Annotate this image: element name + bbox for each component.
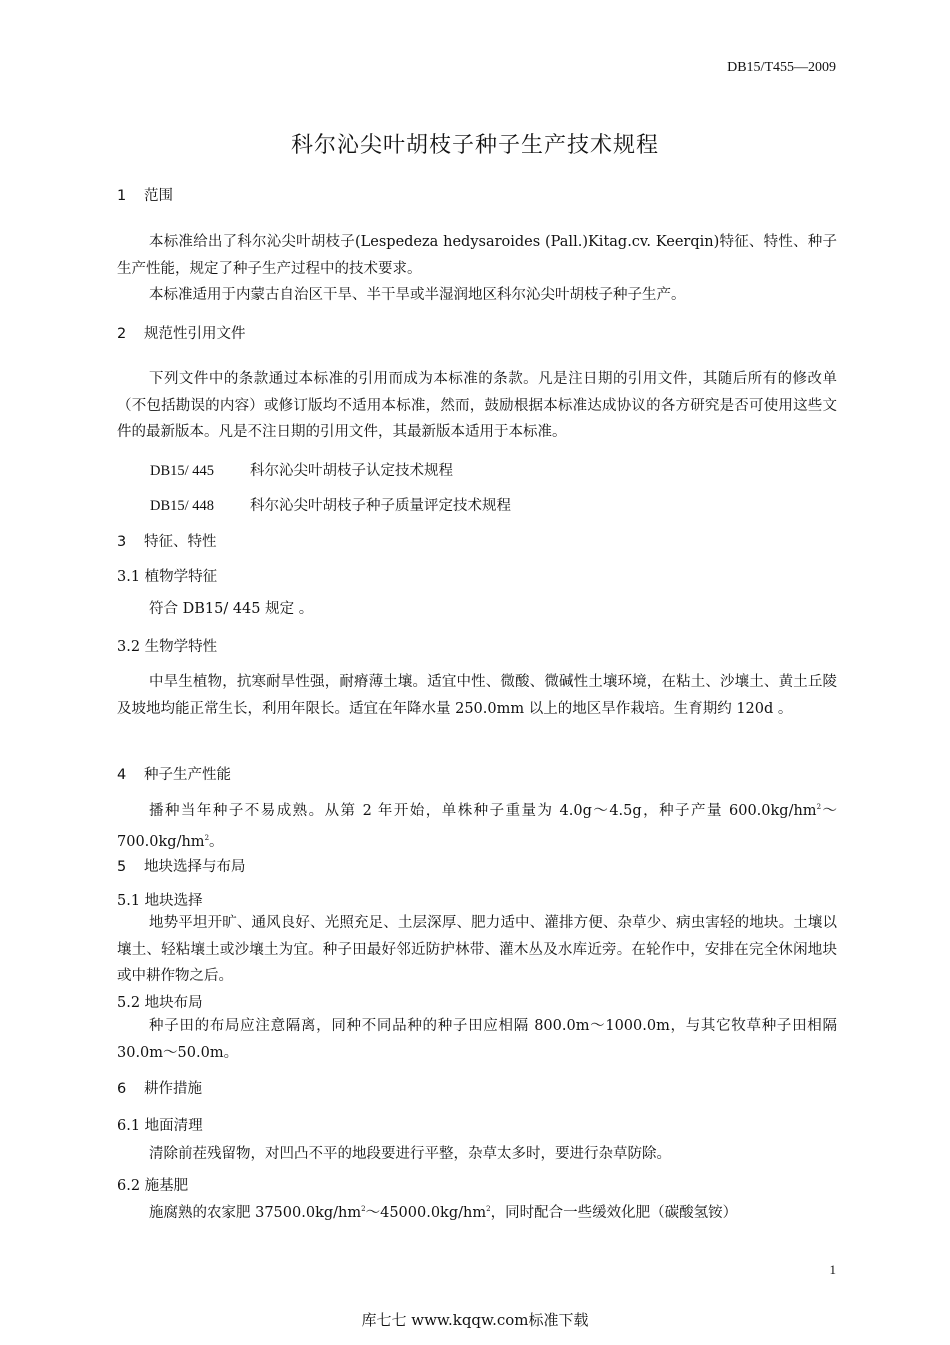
section-number: 6 bbox=[117, 1081, 127, 1097]
reference-name: 科尔沁尖叶胡枝子认定技术规程 bbox=[250, 463, 453, 479]
section-2-paragraph: 下列文件中的条款通过本标准的引用而成为本标准的条款。凡是注日期的引用文件，其随后所有的修改单（不包括勘误的内容）或修订版均不适用本标准，然而，鼓励根据本标准达成协议的各方研究是否可使用这些文件的最新版本。凡是不注日期的引用文件，其最新版本适用于本标准。 bbox=[117, 371, 837, 440]
section-number: 3 bbox=[117, 534, 127, 550]
subsection-5-2-paragraph: 种子田的布局应注意隔离，同种不同品种的种子田应相隔 800.0m～1000.0m，与其它牧草种子田相隔 30.0m～50.0m。 bbox=[117, 1018, 837, 1061]
reference-name: 科尔沁尖叶胡枝子种子质量评定技术规程 bbox=[250, 498, 511, 514]
text-segment: ，同时配合一些缓效化肥（碳酸氢铵） bbox=[490, 1205, 738, 1221]
subsection-5-1-paragraph: 地势平坦开旷、通风良好、光照充足、土层深厚、肥力适中、灌排方便、杂草少、病虫害轻的地块。土壤以壤土、轻粘壤土或沙壤土为宜。种子田最好邻近防护林带、灌木丛及水库近旁。在轮作中，安排在完全休闲地块或中耕作物之后。 bbox=[117, 915, 837, 984]
subsection-6-1-heading: 6.1 地面清理 bbox=[117, 1118, 203, 1134]
section-title: 范围 bbox=[144, 188, 173, 204]
subsection-6-2-paragraph bbox=[117, 1196, 837, 1227]
section-1-heading bbox=[117, 184, 173, 205]
subsection-5-1-heading: 5.1 地块选择 bbox=[117, 893, 203, 909]
reference-code: DB15/ 448 bbox=[150, 498, 215, 514]
reference-code: DB15/ 445 bbox=[150, 463, 215, 479]
subsection-5-2-heading: 5.2 地块布局 bbox=[117, 995, 203, 1011]
section-title: 地块选择与布局 bbox=[144, 859, 246, 875]
section-number: 2 bbox=[117, 326, 127, 342]
section-number: 4 bbox=[117, 767, 127, 783]
text-segment: 播种当年种子不易成熟。从第 2 年开始，单株种子重量为 4.0g～4.5g，种子产量 600.0kg/hm bbox=[149, 803, 817, 819]
section-1-paragraph-2: 本标准适用于内蒙古自治区干旱、半干旱或半湿润地区科尔沁尖叶胡枝子种子生产。 bbox=[149, 287, 686, 303]
text-segment: ～45000.0kg/hm bbox=[365, 1205, 487, 1221]
section-number: 5 bbox=[117, 859, 127, 875]
footer-watermark: 库七七 www.kqqw.com标准下载 bbox=[361, 1311, 589, 1329]
subsection-6-1-paragraph: 清除前茬残留物，对凹凸不平的地段要进行平整，杂草太多时，要进行杂草防除。 bbox=[149, 1146, 671, 1162]
section-title: 耕作措施 bbox=[144, 1081, 202, 1097]
section-4-heading bbox=[117, 763, 231, 784]
document-title: 科尔沁尖叶胡枝子种子生产技术规程 bbox=[290, 133, 659, 158]
section-title: 特征、特性 bbox=[144, 534, 217, 550]
superscript: 2 bbox=[361, 1205, 366, 1213]
superscript: 2 bbox=[816, 803, 822, 811]
subsection-6-2-heading: 6.2 施基肥 bbox=[117, 1178, 189, 1194]
section-1-paragraph-1: 本标准给出了科尔沁尖叶胡枝子(Lespedeza hedysaroides (Pall.)Kitag.cv. Keerqin)特征、特性、种子生产性能，规定了种子生产过程中的技术要求。 bbox=[117, 234, 837, 277]
section-5-heading bbox=[117, 855, 246, 876]
reference-item bbox=[150, 459, 453, 480]
section-title: 规范性引用文件 bbox=[144, 326, 246, 342]
section-2-heading bbox=[117, 322, 246, 343]
text-segment: ～700.0kg/hm bbox=[117, 803, 837, 850]
subsection-3-2-heading: 3.2 生物学特性 bbox=[117, 639, 218, 655]
section-title: 种子生产性能 bbox=[144, 767, 231, 783]
text-segment: 。 bbox=[209, 833, 224, 850]
section-3-heading bbox=[117, 530, 217, 551]
subsection-3-1-heading: 3.1 植物学特征 bbox=[117, 569, 218, 585]
standard-code: DB15/T455—2009 bbox=[727, 60, 836, 75]
section-4-paragraph bbox=[117, 794, 837, 855]
subsection-3-1-paragraph: 符合 DB15/ 445 规定 。 bbox=[149, 601, 314, 617]
text-segment: 施腐熟的农家肥 37500.0kg/hm bbox=[149, 1205, 362, 1221]
superscript: 2 bbox=[486, 1205, 491, 1213]
reference-item bbox=[150, 494, 511, 515]
superscript: 2 bbox=[204, 833, 210, 842]
section-number: 1 bbox=[117, 188, 127, 204]
section-6-heading bbox=[117, 1077, 202, 1098]
page-number: 1 bbox=[829, 1262, 836, 1277]
subsection-3-2-paragraph: 中旱生植物，抗寒耐旱性强，耐瘠薄土壤。适宜中性、微酸、微碱性土壤环境，在粘土、沙壤土、黄土丘陵及坡地均能正常生长，利用年限长。适宜在年降水量 250.0mm 以上的地区旱作栽培。生育期约 120d 。 bbox=[117, 674, 837, 717]
